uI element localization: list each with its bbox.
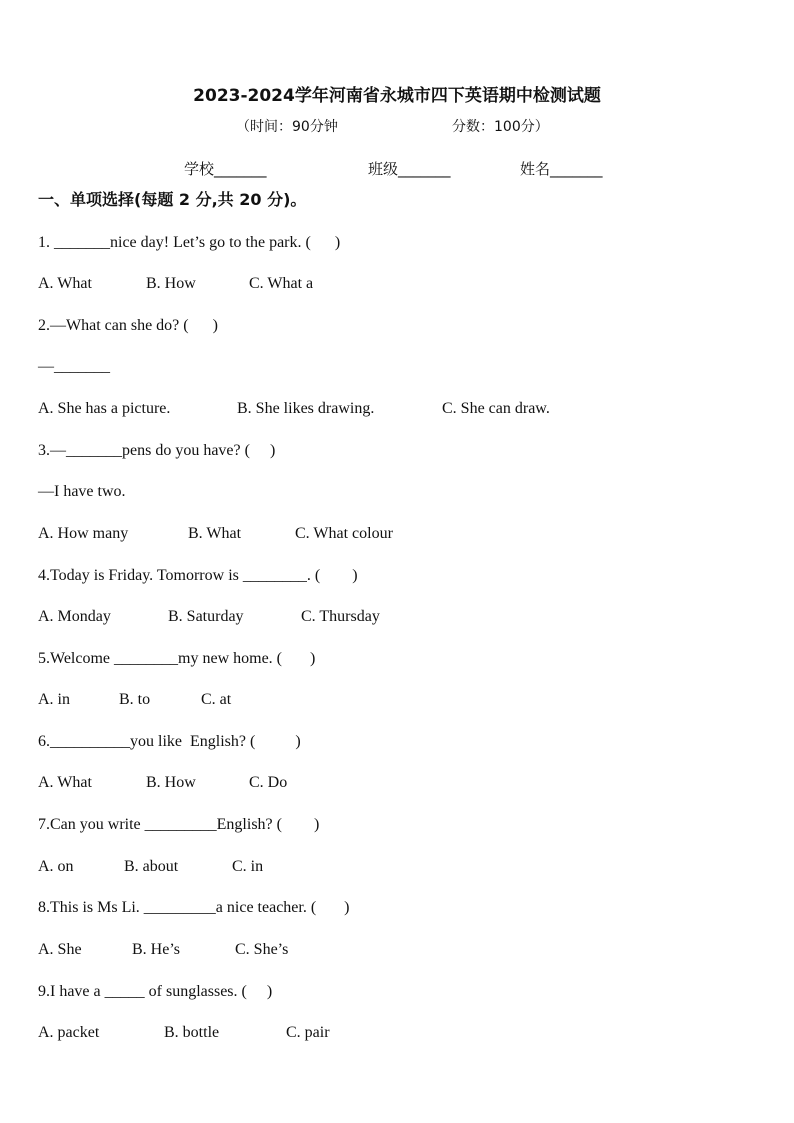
- page-title: 2023-2024学年河南省永城市四下英语期中检测试题: [193, 86, 601, 106]
- question-2-stem: 2.—What can she do? ( ): [38, 317, 218, 334]
- question-1-option-b: B. How: [146, 275, 196, 292]
- question-9-option-a: A. packet: [38, 1024, 100, 1041]
- question-4-option-a: A. Monday: [38, 608, 111, 625]
- question-1-option-c: C. What a: [249, 275, 314, 292]
- question-9-stem: 9.I have a _____ of sunglasses. ( ): [38, 983, 273, 1000]
- question-3-answer-line: —I have two.: [38, 483, 126, 500]
- question-9-option-c: C. pair: [286, 1024, 330, 1041]
- question-4-option-c: C. Thursday: [301, 608, 380, 625]
- question-1-stem: 1. _______nice day! Let’s go to the park. ( ): [38, 234, 341, 251]
- question-4-stem: 4.Today is Friday. Tomorrow is ________. ( ): [38, 567, 358, 584]
- question-8-option-c: C. She’s: [235, 941, 289, 958]
- question-7-option-c: C. in: [232, 858, 264, 875]
- question-4-option-b: B. Saturday: [168, 608, 244, 625]
- question-6-option-b: B. How: [146, 774, 196, 791]
- exam-time: （时间：90分钟: [236, 119, 338, 135]
- question-5-stem: 5.Welcome ________my new home. ( ): [38, 650, 316, 667]
- question-6-stem: 6.__________you like English? ( ): [38, 733, 301, 750]
- class-field: 班级_______: [368, 160, 451, 178]
- question-2-option-c: C. She can draw.: [442, 400, 550, 417]
- question-2-option-a: A. She has a picture.: [38, 400, 171, 417]
- school-field: 学校_______: [184, 160, 267, 178]
- question-7-option-b: B. about: [124, 858, 179, 875]
- question-9-option-b: B. bottle: [164, 1024, 220, 1041]
- question-3-option-c: C. What colour: [295, 525, 393, 542]
- question-6-option-c: C. Do: [249, 774, 288, 791]
- question-5-option-a: A. in: [38, 691, 70, 708]
- exam-score: 分数：100分）: [452, 119, 549, 135]
- question-3-stem: 3.—_______pens do you have? ( ): [38, 442, 276, 459]
- name-field: 姓名_______: [520, 160, 603, 178]
- question-7-option-a: A. on: [38, 858, 74, 875]
- question-3-option-a: A. How many: [38, 525, 129, 542]
- question-2-answer-line: —_______: [38, 358, 110, 375]
- question-5-option-b: B. to: [119, 691, 151, 708]
- question-3-option-b: B. What: [188, 525, 242, 542]
- question-5-option-c: C. at: [201, 691, 232, 708]
- question-2-option-b: B. She likes drawing.: [237, 400, 375, 417]
- question-7-stem: 7.Can you write _________English? ( ): [38, 816, 320, 833]
- section-heading: 一、单项选择(每题 2 分,共 20 分)。: [38, 190, 307, 209]
- question-8-option-b: B. He’s: [132, 941, 180, 958]
- question-8-stem: 8.This is Ms Li. _________a nice teacher. ( ): [38, 899, 350, 916]
- question-1-option-a: A. What: [38, 275, 92, 292]
- question-6-option-a: A. What: [38, 774, 92, 791]
- question-8-option-a: A. She: [38, 941, 82, 958]
